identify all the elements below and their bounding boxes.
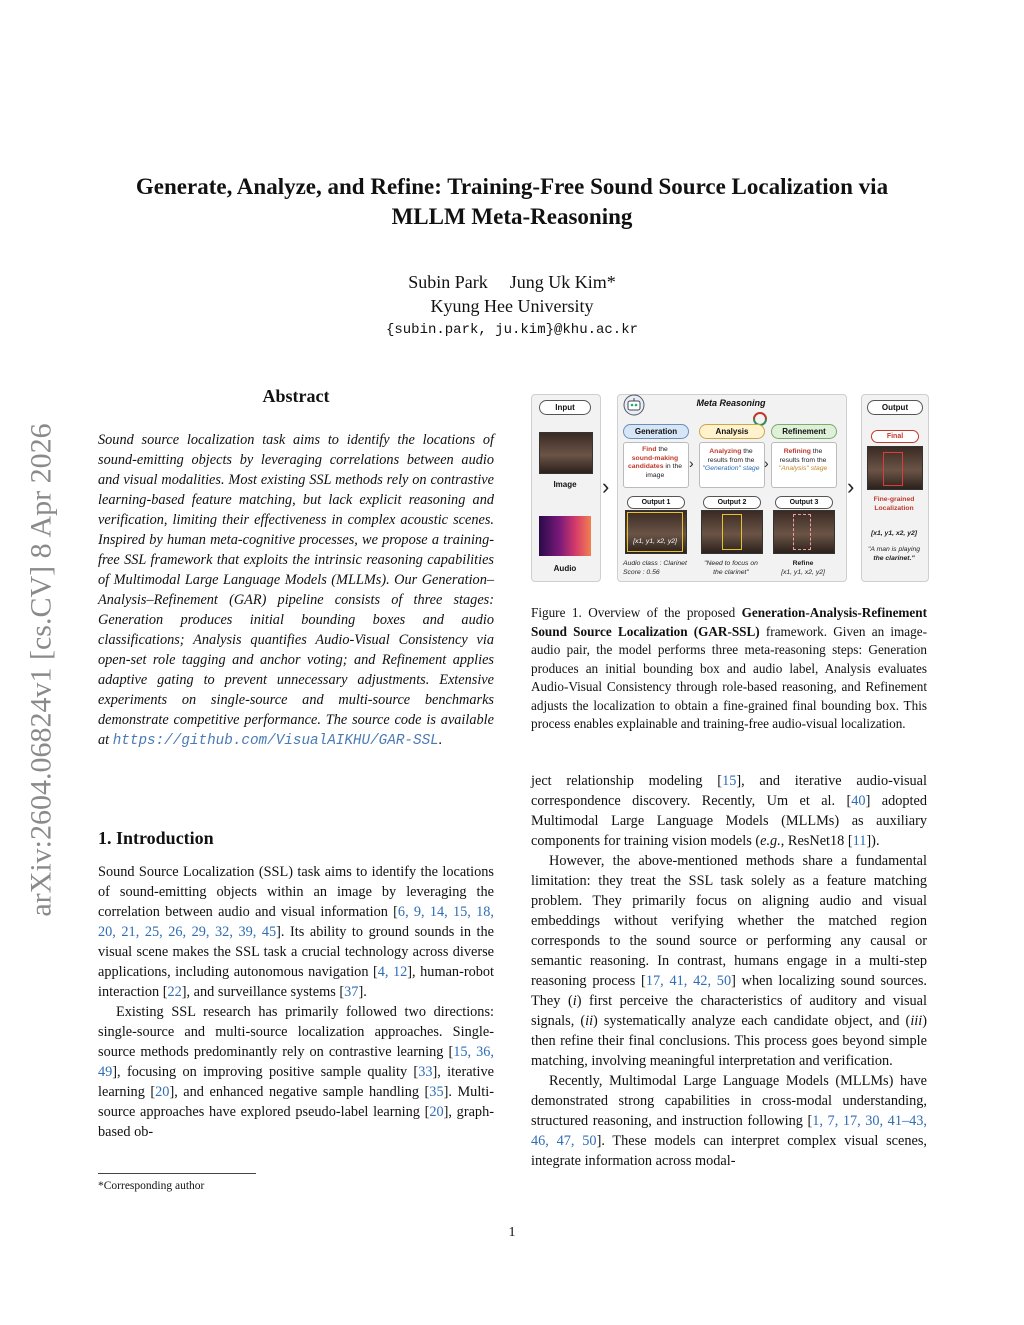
body-text: ii (585, 1013, 594, 1029)
output-3-bbox (793, 514, 811, 550)
output-label: Output (867, 400, 923, 415)
final-caption (863, 546, 925, 563)
input-image-thumbnail (539, 432, 593, 474)
refine-bbox-text: [x1, y1, x2, y2] (781, 568, 825, 576)
author-2: Jung Uk Kim* (509, 272, 616, 292)
intro-paragraph-2 (98, 1002, 494, 1142)
citation-link[interactable]: 40 (851, 793, 866, 809)
figure-1 (531, 390, 927, 586)
intro-text: ], and enhanced negative sample handling [ (169, 1084, 430, 1100)
footnote: *Corresponding author (98, 1180, 205, 1192)
refinement-desc (773, 448, 833, 474)
title-line-2: MLLM Meta-Reasoning (391, 204, 633, 229)
body-text: ject relationship modeling [ (531, 773, 723, 789)
intro-heading: 1. Introduction (98, 828, 214, 848)
stage-generation: Generation (623, 424, 689, 439)
output-1-bbox-text: [x1, y1, x2, y2] (633, 538, 677, 545)
chevron-right-icon: › (764, 455, 769, 471)
chevron-right-icon: › (689, 455, 694, 471)
citation-link[interactable]: 37 (344, 984, 359, 1000)
analysis-desc (701, 448, 761, 474)
intro-text: ]. Its ability to ground sounds in the visual scene makes the SSL task a crucial technology across diverse applications, including autonomous navigation [ (98, 924, 494, 980)
caption-paragraph (531, 604, 927, 734)
intro-text: ], focusing on improving positive sample quality [ (112, 1064, 419, 1080)
robot-icon (623, 394, 645, 416)
citation-link[interactable]: 33 (418, 1064, 433, 1080)
right-paragraph-1 (531, 771, 927, 851)
generation-desc-text-2: in the image (645, 463, 683, 479)
output-2-focus-text: "Need to focus on the clarinet" (704, 560, 758, 576)
body-text: ) then refine their final conclusions. This process goes beyond simple matching, involving meaningful interpretation and verification. (531, 1013, 928, 1069)
output-2-label: Output 2 (703, 496, 761, 509)
intro-body (98, 862, 494, 1142)
input-label: Input (539, 400, 591, 415)
right-paragraph-2 (531, 851, 927, 1071)
author-1: Subin Park (408, 272, 488, 292)
intro-text: ], graph-based ob- (98, 1104, 494, 1140)
final-caption-1: "A man is playing (867, 546, 921, 553)
caption-prefix: Figure 1. Overview of the proposed (531, 605, 742, 620)
figure-caption (531, 604, 927, 734)
citation-link[interactable]: 35 (429, 1084, 444, 1100)
generation-desc-text: the (656, 446, 668, 453)
right-paragraph-3 (531, 1071, 927, 1171)
refine-label: Refine (792, 560, 814, 567)
body-text: i (572, 993, 577, 1009)
body-text: ]. These models can interpret complex visual scenes, integrate information across modal- (531, 1133, 927, 1169)
title-line-1: Generate, Analyze, and Refine: Training-Free Sound Source Localization via (135, 174, 889, 199)
intro-text: ], human-robot interaction [ (98, 964, 495, 1000)
body-text: ], and iterative audio-visual correspondence discovery. Recently, Um et al. [ (531, 773, 927, 809)
body-text: e.g., (760, 833, 785, 849)
final-bbox (883, 452, 903, 486)
page-number: 1 (508, 1225, 516, 1240)
abstract-period: . (438, 732, 443, 748)
citation-link[interactable]: 17, 41, 42, 50 (645, 973, 732, 989)
intro-text: ], and surveillance systems [ (181, 984, 345, 1000)
body-text: ) first perceive the characteristics of auditory and visual signals, ( (531, 993, 927, 1029)
stage-refinement: Refinement (771, 424, 837, 439)
refinement-desc-text: the results from the (779, 448, 827, 464)
output-1-label: Output 1 (627, 496, 685, 509)
audio-label: Audio (553, 564, 577, 573)
fine-grained-label: Fine-grained Localization (873, 496, 915, 512)
body-text: ) systematically analyze each candidate object, and ( (593, 1013, 911, 1029)
body-text: ResNet18 [ (784, 833, 853, 849)
caption-bold: Generation-Analysis-Refinement Sound Source Localization (GAR-SSL) (531, 605, 927, 639)
right-column-body (531, 771, 927, 1171)
citation-link[interactable]: 1, 7, 17, 30, 41–43, 46, 47, 50 (531, 1113, 927, 1149)
citation-link[interactable]: 20 (155, 1084, 170, 1100)
body-text: ] adopted Multimodal Large Language Models (MLLMs) as auxiliary components for training vision models ( (531, 793, 927, 849)
refinement-keyword: Refining (783, 448, 811, 455)
intro-text: Existing SSL research has primarily followed two directions: single-source and multi-source localization approaches. Single-source methods predominantly rely on contrastive learning [ (98, 1004, 494, 1060)
source-code-link[interactable]: https://github.com/VisualAIKHU/GAR-SSL (112, 733, 439, 749)
author-email: {subin.park, ju.kim}@khu.ac.kr (385, 322, 639, 338)
body-text: iii (910, 1013, 923, 1029)
audio-class-text: Audio class : Clarinet (623, 560, 687, 567)
paper-title (80, 172, 944, 232)
meta-reasoning-title: Meta Reasoning (696, 398, 766, 408)
output-1-info (623, 560, 693, 577)
analysis-keyword: Analyzing (709, 448, 742, 455)
intro-paragraph-1 (98, 862, 494, 1002)
citation-link[interactable]: 15, 36, 49 (98, 1044, 494, 1080)
citation-link[interactable]: 15 (722, 773, 737, 789)
abstract-heading: Abstract (262, 386, 330, 406)
output-2-bbox (722, 514, 742, 550)
abstract-paragraph (98, 430, 494, 751)
citation-link[interactable]: 11 (852, 833, 867, 849)
score-text: Score : 0.56 (623, 568, 660, 576)
abstract-body (98, 430, 494, 751)
intro-text: ]. (358, 984, 367, 1000)
arxiv-id: arXiv:2604.06824v1 [cs.CV] 8 Apr 2026 (25, 423, 59, 917)
analysis-desc-text: the results from the (707, 448, 755, 464)
stage-analysis: Analysis (699, 424, 765, 439)
caption-text: framework. Given an image-audio pair, the model performs three meta-reasoning steps: Generation produces an initial bounding box and audio label, Analysis evaluates Audio-Visual Consistency through role-based reasoning, and Refinement adjusts the localization to obtain a fine-grained final bounding box. This process enables explainable and training-free audio-visual localization. (531, 623, 927, 731)
generation-desc (625, 446, 685, 480)
generation-keyword-2: sound-making candidates (627, 454, 679, 470)
abstract-text: Sound source localization task aims to identify the locations of sound-emitting objects by leveraging correlations between audio and visual modalities. Most existing SSL methods rely on contrastive learning-based feature matching, but lack explicit reasoning and verification, limiting their effectiveness in complex acoustic scenes. Inspired by human meta-cognitive processes, we propose a training-free SSL framework that exploits the intrinsic reasoning capabilities of Multimodal Large Language Models (MLLMs). Our Generation–Analysis–Refinement (GAR) pipeline consists of three stages: Generation produces initial bounding boxes and audio classifications; Analysis quantifies Audio-Visual Consistency via open-set role tagging and anchor voting; and Refinement applies adaptive gating to prevent unnecessary adjustments. Extensive experiments on single-source and multi-source benchmarks demonstrate competitive performance. The source code is available at (98, 432, 494, 748)
chevron-right-icon: › (602, 474, 610, 499)
output-3-info (771, 560, 835, 577)
citation-link[interactable]: 22 (167, 984, 182, 1000)
output-3-label: Output 3 (775, 496, 833, 509)
intro-text: ], iterative learning [ (98, 1064, 494, 1100)
generation-keyword: Find (642, 446, 657, 453)
final-caption-2: the clarinet." (873, 554, 915, 562)
citation-link[interactable]: 4, 12 (377, 964, 408, 980)
final-bbox-text: [x1, y1, x2, y2] (870, 530, 918, 537)
body-text: However, the above-mentioned methods share a fundamental limitation: they treat the SSL task solely as a feature matching problem. They primarily focus on aligning audio and visual embeddings without verifying whether the matched region corresponds to the sound source or performing any causal or semantic reasoning. In contrast, humans engage in a multi-step reasoning process [ (531, 853, 927, 989)
refinement-quote: "Analysis" stage (778, 465, 828, 472)
body-text: ] when localizing sound sources. They ( (531, 973, 927, 1009)
body-text: ]). (866, 833, 880, 849)
intro-text: Sound Source Localization (SSL) task aims to identify the locations of sound-emitting objects within an image by leveraging the correlation between audio and visual information [ (98, 864, 494, 920)
arxiv-stamp (22, 380, 62, 960)
image-label: Image (553, 480, 577, 489)
chevron-right-icon: › (847, 474, 855, 499)
affiliation: Kyung Hee University (430, 296, 594, 316)
authors (0, 270, 1024, 294)
citation-link[interactable]: 6, 9, 14, 15, 18, 20, 21, 25, 26, 29, 32, 39, 45 (98, 904, 495, 940)
audio-spectrogram (539, 516, 591, 556)
citation-link[interactable]: 20 (429, 1104, 444, 1120)
final-label: Final (871, 430, 919, 443)
analysis-quote: "Generation" stage (702, 465, 760, 472)
intro-text: ]. Multi-source approaches have explored pseudo-label learning [ (98, 1084, 494, 1120)
body-text: Recently, Multimodal Large Language Models (MLLMs) have demonstrated strong capabilities in cross-modal understanding, structured reasoning, and instruction following [ (531, 1073, 927, 1129)
footnote-divider (98, 1173, 256, 1174)
